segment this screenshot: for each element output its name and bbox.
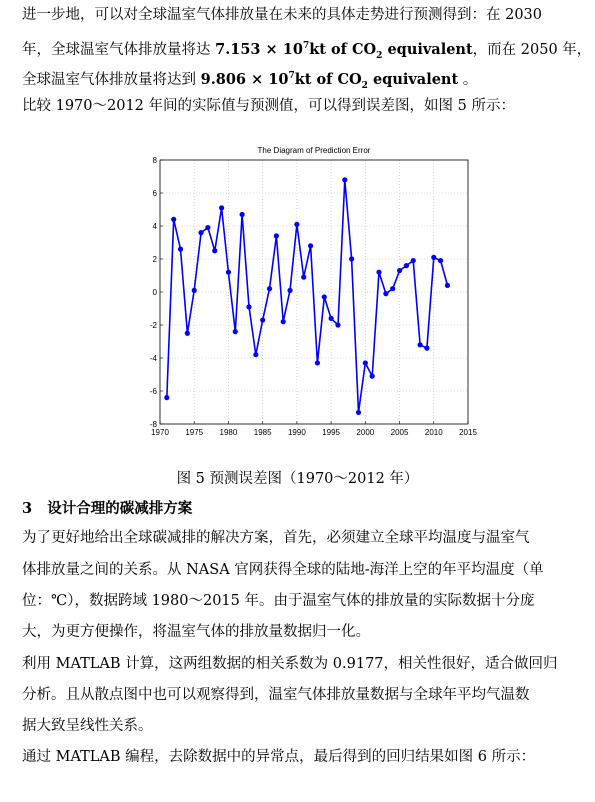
- text-span: 。: [458, 71, 478, 88]
- data-point: [260, 317, 265, 322]
- paragraph-line-2050-value: [22, 66, 477, 96]
- data-point: [431, 255, 436, 260]
- y-tick-label: -2: [149, 321, 157, 330]
- data-point: [164, 395, 169, 400]
- value-2030: [215, 40, 473, 61]
- paragraph-line: 为了更好地给出全球碳减排的解决方案，首先，必须建立全球平均温度与温室气: [22, 530, 530, 546]
- paragraph-line: 通过 MATLAB 编程，去除数据中的异常点，最后得到的回归结果如图 6 所示：: [22, 749, 536, 765]
- data-point: [404, 263, 409, 268]
- data-point: [246, 304, 251, 309]
- figure-5: [140, 138, 480, 440]
- data-point: [397, 268, 402, 273]
- y-tick-label: -8: [149, 420, 157, 429]
- data-point: [212, 248, 217, 253]
- data-point: [205, 225, 210, 230]
- value-mantissa: 7.153 × 10: [215, 40, 303, 58]
- paragraph-line: 据大致呈线性关系。: [22, 718, 153, 734]
- data-point: [226, 270, 231, 275]
- data-point: [342, 177, 347, 182]
- data-point: [445, 283, 450, 288]
- data-point: [349, 256, 354, 261]
- text-span: ，而在 2050 年，: [472, 41, 592, 58]
- data-point: [438, 258, 443, 263]
- value-exponent: 7: [302, 41, 310, 51]
- prediction-error-chart: [140, 138, 480, 440]
- value-unit-end: equivalent: [382, 40, 473, 58]
- text-span: 全球温室气体排放量将达到: [22, 71, 201, 88]
- paragraph-line: 大，为更方便操作，将温室气体的排放量数据归一化。: [22, 624, 370, 640]
- paragraph-line: 位：℃），数据跨域 1980～2015 年。由于温室气体的排放量的实际数据十分庞: [22, 593, 535, 609]
- data-point: [178, 247, 183, 252]
- data-point: [370, 374, 375, 379]
- value-unit-end: equivalent: [367, 70, 459, 88]
- data-point: [233, 329, 238, 334]
- data-point: [315, 360, 320, 365]
- y-tick-label: -4: [149, 354, 157, 363]
- x-tick-label: 2010: [424, 428, 443, 437]
- data-point: [411, 258, 416, 263]
- value-unit: kt of CO: [309, 40, 377, 58]
- data-point: [424, 346, 429, 351]
- data-point: [417, 342, 422, 347]
- y-tick-label: 8: [152, 156, 157, 165]
- paragraph-line-2030-value: [22, 36, 591, 66]
- paragraph-line: 进一步地，可以对全球温室气体排放量在未来的具体走势进行预测得到：在 2030: [22, 7, 543, 23]
- paragraph-line: 分析。且从散点图中也可以观察得到，温室气体排放量数据与全球年平均气温数: [22, 687, 530, 703]
- value-unit-subscript: 2: [376, 50, 383, 61]
- value-unit: kt of CO: [294, 70, 362, 88]
- y-tick-label: 6: [152, 189, 157, 198]
- data-point: [171, 217, 176, 222]
- paragraph-line: 比较 1970～2012 年间的实际值与预测值，可以得到误差图，如图 5 所示：: [22, 98, 515, 114]
- data-point: [301, 275, 306, 280]
- data-point: [390, 286, 395, 291]
- data-point: [294, 222, 299, 227]
- section-heading: [22, 497, 192, 518]
- x-tick-label: 1985: [253, 428, 272, 437]
- x-tick-label: 2015: [459, 428, 477, 437]
- data-point: [198, 230, 203, 235]
- y-tick-label: 2: [152, 255, 157, 264]
- section-number: 3: [22, 500, 33, 517]
- data-point: [185, 331, 190, 336]
- figure-caption: 图 5 预测误差图（1970～2012 年）: [176, 471, 419, 487]
- x-tick-label: 1990: [287, 428, 306, 437]
- data-point: [267, 286, 272, 291]
- data-point: [253, 352, 258, 357]
- data-point: [281, 319, 286, 324]
- data-point: [363, 360, 368, 365]
- data-point: [192, 288, 197, 293]
- x-tick-label: 1970: [151, 428, 169, 437]
- x-tick-label: 2005: [390, 428, 409, 437]
- data-point: [335, 322, 340, 327]
- chart-title: The Diagram of Prediction Error: [257, 146, 371, 155]
- data-point: [329, 316, 334, 321]
- data-point: [376, 270, 381, 275]
- data-point: [274, 233, 279, 238]
- data-point: [356, 410, 361, 415]
- value-unit-subscript: 2: [361, 80, 368, 91]
- data-point: [322, 294, 327, 299]
- data-point: [308, 243, 313, 248]
- value-exponent: 7: [288, 71, 295, 81]
- paragraph-line: 利用 MATLAB 计算，这两组数据的相关系数为 0.9177，相关性很好，适合做回归: [22, 656, 558, 672]
- data-point: [383, 291, 388, 296]
- text-span: 年，全球温室气体排放量将达: [22, 41, 216, 58]
- y-tick-label: 0: [152, 288, 157, 297]
- data-point: [287, 288, 292, 293]
- paragraph-line: 体排放量之间的关系。从 NASA 官网获得全球的陆地-海洋上空的年平均温度（单: [22, 562, 544, 578]
- x-tick-label: 2000: [356, 428, 375, 437]
- value-mantissa: 9.806 × 10: [200, 70, 289, 88]
- y-tick-label: -6: [149, 387, 157, 396]
- x-tick-label: 1980: [219, 428, 238, 437]
- data-point: [219, 205, 224, 210]
- value-2050: [200, 70, 459, 91]
- y-tick-label: 4: [152, 222, 157, 231]
- data-point: [240, 212, 245, 217]
- x-tick-label: 1995: [322, 428, 341, 437]
- x-tick-label: 1975: [185, 428, 204, 437]
- section-title: 设计合理的碳减排方案: [47, 500, 193, 517]
